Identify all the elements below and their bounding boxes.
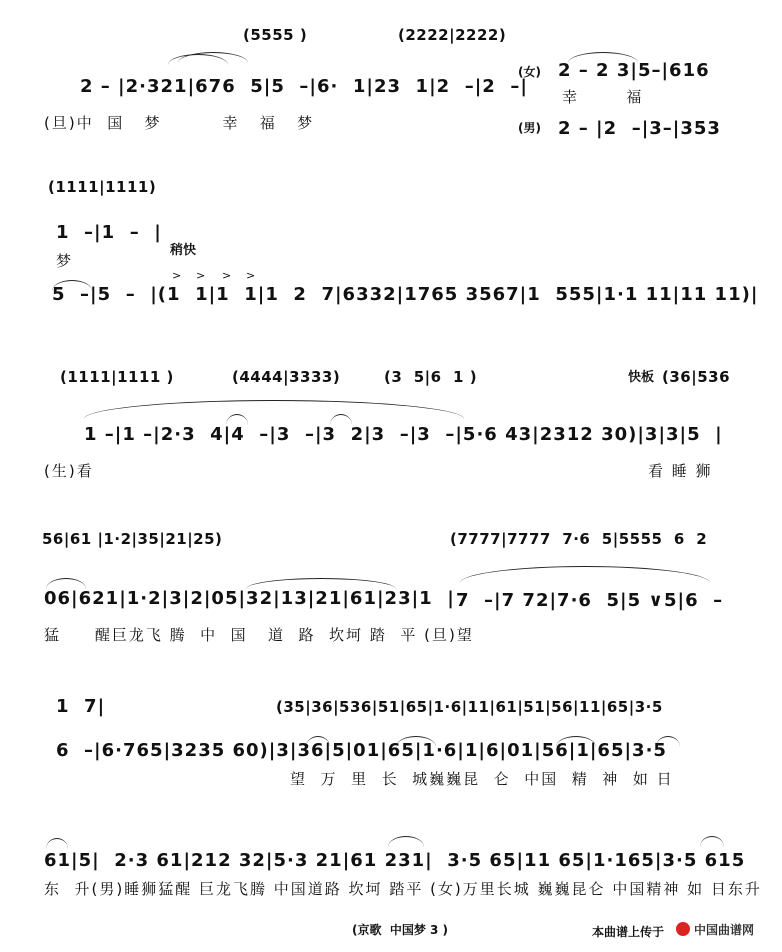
instrumental-line: 1 7| bbox=[56, 696, 106, 717]
slur bbox=[388, 836, 424, 847]
notation-line: 2 – 2 3|5–|616 bbox=[558, 60, 710, 81]
instrumental-line: (35|36|536|51|65|1·6|11|61|51|56|11|65|3·5 bbox=[276, 698, 663, 716]
notation-line: 7 –|7 72|7·6 5|5 ∨5|6 – bbox=[456, 590, 724, 611]
site-link[interactable]: 中国曲谱网 bbox=[694, 923, 755, 937]
accent-mark: > bbox=[196, 269, 206, 282]
lyric-line: 梦 bbox=[56, 252, 74, 270]
lyric-line: 幸 福 bbox=[562, 88, 644, 106]
accent-mark: > bbox=[172, 269, 182, 282]
slur bbox=[84, 400, 464, 419]
notation-line: 2 – |2·321|676 5|5 –|6· 1|23 1|2 –|2 –| bbox=[80, 76, 528, 97]
notation-line: 5 –|5 – |(1 1|1 1|1 2 7|6332|1765 3567|1 555|1·1 11|11 11)| bbox=[52, 284, 759, 305]
lyric-line: (旦)中 国 梦 幸 福 梦 bbox=[44, 114, 315, 132]
notation-line: 06|621|1·2|3|2|05|32|13|21|61|23|1 | bbox=[44, 588, 455, 609]
lyric-line: 望 万 里 长 城巍巍昆 仑 中国 精 神 如 日 bbox=[290, 770, 674, 788]
tempo-mark: 快板 bbox=[628, 370, 655, 385]
notation-line: 61|5| 2·3 61|212 32|5·3 21|61 231| 3·5 65|11 65|1·165|3·5 615 bbox=[44, 850, 746, 871]
instrumental-line: (36|536 bbox=[662, 368, 731, 386]
slur bbox=[46, 838, 68, 849]
instrumental-line: (1111|1111) bbox=[48, 178, 157, 196]
upload-note: 本曲谱上传于 bbox=[592, 925, 665, 939]
accent-mark: > bbox=[246, 269, 256, 282]
lyric-line: (生)看 bbox=[44, 462, 94, 480]
page-footer-title: (京歌 中国梦 3 ) bbox=[352, 923, 449, 937]
lyric-line: 东 升(男)睡狮猛醒 巨龙飞腾 中国道路 坎坷 踏平 (女)万里长城 巍巍昆仑 中国精神 如 日东升 bbox=[44, 880, 762, 898]
notation-line: 2 – |2 –|3–|353 bbox=[558, 118, 721, 139]
instrumental-line: (1111|1111 ) bbox=[60, 368, 174, 386]
instrumental-line: (3 5|6 1 ) bbox=[384, 368, 478, 386]
tempo-mark: 稍快 bbox=[170, 243, 197, 258]
instrumental-line: (5555 ) bbox=[243, 26, 308, 44]
site-logo-icon bbox=[676, 922, 690, 936]
lyric-line: 猛 醒巨龙飞 腾 中 国 道 路 坎坷 踏 平 (旦)望 bbox=[44, 626, 474, 644]
instrumental-line: 56|61 |1·2|35|21|25) bbox=[42, 530, 223, 548]
notation-line: 1 –|1 – | bbox=[56, 222, 162, 243]
lyric-line: 看 睡 狮 bbox=[648, 462, 713, 480]
notation-line: 1 –|1 –|2·3 4|4 –|3 –|3 2|3 –|3 –|5·6 43|2312 30)|3|3|5 | bbox=[84, 424, 723, 445]
role-label: (男) bbox=[518, 121, 541, 135]
accent-mark: > bbox=[222, 269, 232, 282]
instrumental-line: (4444|3333) bbox=[232, 368, 341, 386]
slur bbox=[460, 566, 710, 583]
role-label: (女) bbox=[518, 65, 541, 79]
notation-line: 6 –|6·765|3235 60)|3|36|5|01|65|1·6|1|6|01|56|1|65|3·5 bbox=[56, 740, 667, 761]
slur bbox=[700, 836, 724, 847]
instrumental-line: (7777|7777 7·6 5|5555 6 2 bbox=[450, 530, 708, 548]
instrumental-line: (2222|2222) bbox=[398, 26, 507, 44]
